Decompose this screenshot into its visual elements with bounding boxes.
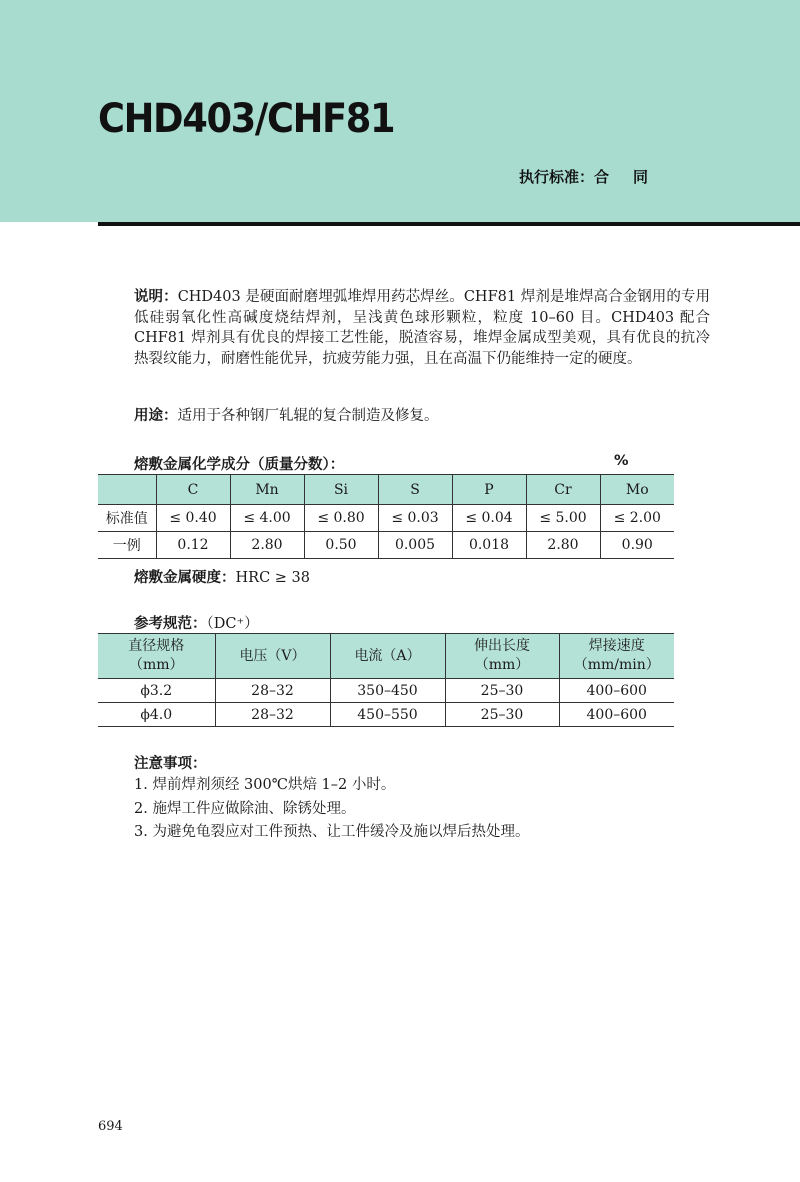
- table-cell: 400–600: [559, 679, 674, 703]
- reference-title: 参考规范：: [134, 616, 207, 632]
- table-cell: 25–30: [445, 679, 559, 703]
- element-header: Mo: [600, 475, 674, 505]
- header-line: 伸出长度: [474, 638, 530, 654]
- header-unit: （mm/min）: [573, 657, 660, 673]
- table-cell: 400–600: [559, 703, 674, 727]
- table-cell: ϕ4.0: [98, 703, 215, 727]
- element-header: P: [452, 475, 526, 505]
- usage-paragraph: [98, 406, 710, 427]
- table-cell: 0.018: [452, 532, 526, 559]
- column-header: [98, 634, 215, 679]
- chemistry-table: [98, 474, 674, 559]
- current-type: （DC⁺）: [206, 616, 259, 632]
- table-cell: ≤ 5.00: [526, 505, 600, 532]
- header-unit: （mm）: [128, 657, 184, 673]
- table-cell: 0.90: [600, 532, 674, 559]
- page-number: 694: [98, 1119, 123, 1134]
- table-cell: ≤ 0.40: [156, 505, 230, 532]
- table-cell: ≤ 0.03: [378, 505, 452, 532]
- table-cell: 0.12: [156, 532, 230, 559]
- table-cell: 2.80: [526, 532, 600, 559]
- row-label: 一例: [98, 532, 156, 559]
- element-header: Si: [304, 475, 378, 505]
- standard-label: 执行标准：: [518, 168, 594, 186]
- welding-parameters-table: [98, 633, 674, 727]
- header-line: 电压（V）: [239, 647, 306, 664]
- table-cell: ≤ 0.04: [452, 505, 526, 532]
- column-header: [215, 634, 330, 679]
- column-header: [559, 634, 674, 679]
- reference-title-line: [134, 612, 259, 633]
- chemistry-unit: %: [614, 453, 629, 469]
- hardness-line: [134, 566, 310, 587]
- execution-standard: [519, 166, 672, 187]
- chemistry-corner-cell: [98, 475, 156, 505]
- table-cell: 28–32: [215, 703, 330, 727]
- row-label: 标准值: [98, 505, 156, 532]
- header-line: 电流（A）: [354, 647, 421, 664]
- description-text: CHD403 是硬面耐磨埋弧堆焊用药芯焊丝。CHF81 焊剂是堆焊高合金钢用的专用低硅弱氧化性高碱度烧结焊剂，呈浅黄色球形颗粒，粒度 10–60 目。CHD403 配合 CHF81 焊剂具有优良的焊接工艺性能，脱渣容易，堆焊金属成型美观，具有优良的抗冷热裂纹能力，耐磨性能优异，抗疲劳能力强，且在高温下仍能维持一定的硬度。: [134, 289, 710, 367]
- list-item: 1. 焊前焊剂须经 300℃烘焙 1–2 小时。: [134, 777, 396, 793]
- column-header: [330, 634, 445, 679]
- header-divider: [98, 222, 800, 226]
- product-title: CHD403/CHF81: [98, 96, 395, 142]
- table-cell: 25–30: [445, 703, 559, 727]
- element-header: C: [156, 475, 230, 505]
- hardness-label: 熔敷金属硬度：: [134, 570, 236, 586]
- table-cell: 2.80: [230, 532, 304, 559]
- chemistry-title: 熔敷金属化学成分（质量分数）：: [134, 457, 345, 473]
- header-unit: （mm）: [474, 657, 530, 673]
- table-cell: 28–32: [215, 679, 330, 703]
- table-cell: ≤ 0.80: [304, 505, 378, 532]
- element-header: Mn: [230, 475, 304, 505]
- element-header: Cr: [526, 475, 600, 505]
- hardness-value: HRC ≥ 38: [235, 570, 310, 586]
- description-paragraph: [98, 287, 710, 369]
- notes-list: [134, 774, 529, 845]
- usage-label: 用途：: [134, 408, 178, 424]
- table-cell: 350–450: [330, 679, 445, 703]
- list-item: 2. 施焊工件应做除油、除锈处理。: [134, 800, 356, 817]
- header-band: [0, 0, 800, 222]
- table-row: [98, 505, 674, 532]
- table-row: [98, 679, 674, 703]
- table-cell: 0.50: [304, 532, 378, 559]
- table-cell: 450–550: [330, 703, 445, 727]
- table-cell: ϕ3.2: [98, 679, 215, 703]
- standard-value: 合同: [593, 168, 672, 186]
- table-cell: ≤ 2.00: [600, 505, 674, 532]
- chemistry-header-row: [98, 475, 674, 505]
- list-item: 3. 为避免龟裂应对工件预热、让工件缓冷及施以焊后热处理。: [134, 824, 530, 840]
- header-line: 焊接速度: [588, 638, 645, 654]
- usage-text: 适用于各种钢厂轧辊的复合制造及修复。: [177, 408, 439, 424]
- header-line: 直径规格: [128, 638, 185, 654]
- table-row: [98, 532, 674, 559]
- table-cell: ≤ 4.00: [230, 505, 304, 532]
- description-label: 说明：: [134, 289, 178, 305]
- table-cell: 0.005: [378, 532, 452, 559]
- notes-title: 注意事项：: [134, 756, 207, 772]
- table-row: [98, 703, 674, 727]
- column-header: [445, 634, 559, 679]
- element-header: S: [378, 475, 452, 505]
- parameters-header-row: [98, 634, 674, 679]
